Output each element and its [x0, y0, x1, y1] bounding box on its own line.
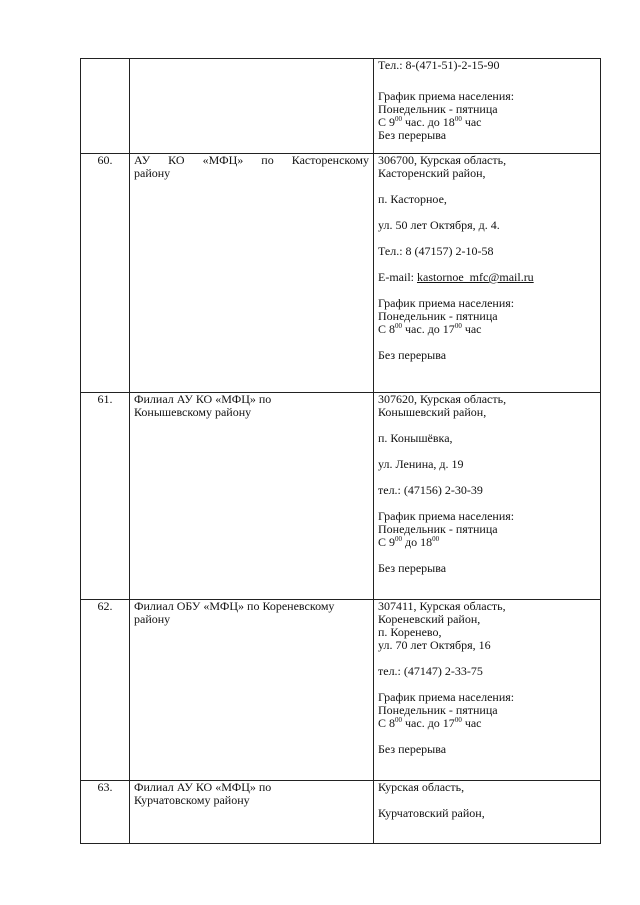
schedule-days: Понедельник - пятница — [378, 309, 498, 323]
address-cell — [374, 781, 601, 844]
row-number-cell: 61. — [81, 393, 130, 600]
schedule-title: График приема населения: — [378, 296, 515, 310]
schedule-days: Понедельник - пятница — [378, 102, 498, 116]
table-row — [81, 59, 601, 154]
office-name-line: Конышевскому району — [134, 405, 252, 419]
address-cell — [374, 600, 601, 781]
address-cell — [374, 59, 601, 154]
table-row — [81, 154, 601, 393]
address-line: Курчатовский район, — [378, 806, 485, 820]
address-line: 307411, Курская область, — [378, 599, 506, 613]
row-number-cell: 62. — [81, 600, 130, 781]
office-name-line: Филиал АУ КО «МФЦ» по — [134, 780, 272, 794]
office-name-line: Курчатовскому району — [134, 793, 250, 807]
office-name-line: Филиал АУ КО «МФЦ» по — [134, 392, 272, 406]
break-text: Без перерыва — [378, 742, 447, 756]
office-name-line: району — [134, 612, 171, 626]
office-name-cell — [130, 600, 374, 781]
office-name-cell — [130, 154, 374, 393]
table-row — [81, 600, 601, 781]
table-row — [81, 393, 601, 600]
schedule-days: Понедельник - пятница — [378, 522, 498, 536]
row-number-cell: 60. — [81, 154, 130, 393]
office-name-line: району — [134, 166, 171, 180]
phone-text: тел.: (47147) 2-33-75 — [378, 664, 483, 678]
break-text: Без перерыва — [378, 128, 447, 142]
address-cell — [374, 154, 601, 393]
schedule-hours: С $9^{00}$ час. до $18^{00}$ час — [378, 115, 482, 129]
address-line: Касторенский район, — [378, 166, 486, 180]
address-line: п. Касторное, — [378, 192, 447, 206]
email-link[interactable]: kastornoe_mfc@mail.ru — [417, 270, 534, 284]
address-line: ул. 50 лет Октября, д. 4. — [378, 218, 500, 232]
office-name-cell — [130, 781, 374, 844]
row-number-cell: 63. — [81, 781, 130, 844]
table-row — [81, 781, 601, 844]
address-line: п. Конышёвка, — [378, 431, 453, 445]
schedule-hours: С $8^{00}$ час. до $17^{00}$ час — [378, 322, 482, 336]
address-line: Курская область, — [378, 780, 465, 794]
schedule-title: График приема населения: — [378, 89, 515, 103]
address-line: Конышевский район, — [378, 405, 487, 419]
office-name-cell — [130, 393, 374, 600]
address-line: Кореневский район, — [378, 612, 481, 626]
schedule-hours: С $8^{00}$ час. до $17^{00}$ час — [378, 716, 482, 730]
office-name-line: Филиал ОБУ «МФЦ» по Кореневскому — [134, 599, 335, 613]
address-line: 306700, Курская область, — [378, 153, 507, 167]
office-name-line: АУ КО «МФЦ» по Касторенскому — [134, 153, 369, 167]
break-text: Без перерыва — [378, 561, 447, 575]
phone-text: Тел.: 8 (47157) 2-10-58 — [378, 244, 494, 258]
mfc-offices-table — [80, 58, 601, 844]
schedule-days: Понедельник - пятница — [378, 703, 498, 717]
address-line: ул. 70 лет Октября, 16 — [378, 638, 491, 652]
address-cell — [374, 393, 601, 600]
address-line: п. Коренево, — [378, 625, 442, 639]
schedule-title: График приема населения: — [378, 690, 515, 704]
phone-text: тел.: (47156) 2-30-39 — [378, 483, 483, 497]
office-name-cell — [130, 59, 374, 154]
address-line: ул. Ленина, д. 19 — [378, 457, 464, 471]
email-line: E-mail: kastornoe_mfc@mail.ru — [378, 270, 534, 284]
phone-text: Тел.: 8-(471-51)-2-15-90 — [378, 58, 500, 72]
row-number-cell — [81, 59, 130, 154]
schedule-hours: С $9^{00}$ до $18^{00}$ — [378, 535, 440, 549]
address-line: 307620, Курская область, — [378, 392, 507, 406]
break-text: Без перерыва — [378, 348, 447, 362]
schedule-title: График приема населения: — [378, 509, 515, 523]
